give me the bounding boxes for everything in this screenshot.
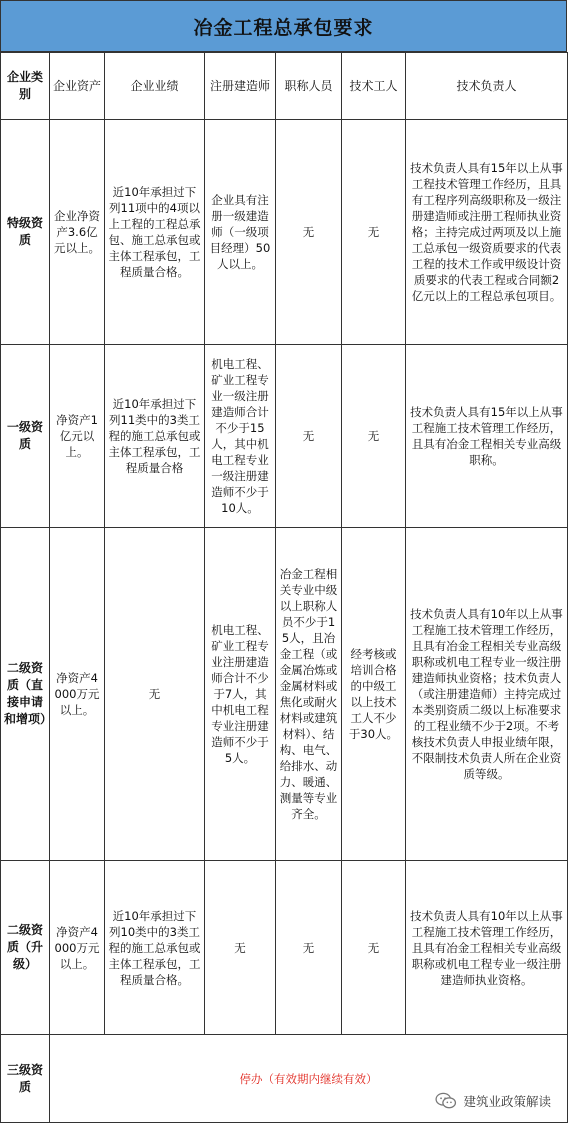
- watermark-text: 建筑业政策解读: [463, 1094, 551, 1109]
- row-category: 特级资质: [1, 120, 50, 345]
- row-tech-lead: 技术负责人具有15年以上从事工程施工技术管理工作经历，且具有冶金工程相关专业高级职称。: [406, 345, 568, 528]
- row-titled-staff: 无: [276, 120, 342, 345]
- row-workers: 无: [342, 861, 406, 1035]
- row-titled-staff: 无: [276, 345, 342, 528]
- row-category: 二级资质（直接申请和增项）: [1, 528, 50, 861]
- row-titled-staff: 无: [276, 861, 342, 1035]
- row-performance: 近10年承担过下列11项中的4项以上工程的工程总承包、施工总承包或主体工程承包，工程质量合格。: [105, 120, 205, 345]
- row-tech-lead: 技术负责人具有10年以上从事工程施工技术管理工作经历，且具有冶金工程相关专业高级职称或机电工程专业一级注册建造师执业资格；技术负责人（或注册建造师）主持完成过本类别资质二级以上标准要求的工程业绩不少于2项。不考核技术负责人申报业绩年限，不限制技术负责人所在企业资质等级。: [406, 528, 568, 861]
- table-row: [1, 528, 568, 861]
- row-assets: 企业净资产3.6亿元以上。: [50, 120, 105, 345]
- header-constructor: 注册建造师: [205, 53, 276, 120]
- row-constructor: 机电工程、矿业工程专业一级注册建造师合计不少于15人，其中机电工程专业一级注册建造师不少于10人。: [205, 345, 276, 528]
- requirements-table: [0, 52, 568, 1123]
- row-assets: 净资产4000万元以上。: [50, 528, 105, 861]
- suspended-note: 停办（有效期内继续有效）: [239, 1071, 378, 1086]
- row-category: 二级资质（升级）: [1, 861, 50, 1035]
- header-assets: 企业资产: [50, 53, 105, 120]
- page-title: 冶金工程总承包要求: [0, 0, 567, 52]
- row-constructor: 机电工程、矿业工程专业注册建造师合计不少于7人，其中机电工程专业注册建造师不少于5人。: [205, 528, 276, 861]
- row-tech-lead: 技术负责人具有10年以上从事工程施工技术管理工作经历，且具有冶金工程相关专业高级职称或机电工程专业一级注册建造师执业资格。: [406, 861, 568, 1035]
- row-workers: 经考核或培训合格的中级工以上技术工人不少于30人。: [342, 528, 406, 861]
- header-row: [1, 53, 568, 120]
- row-tech-lead: 技术负责人具有15年以上从事工程技术管理工作经历，且具有工程序列高级职称及一级注册建造师或注册工程师执业资格；主持完成过两项及以上施工总承包一级资质要求的代表工程的技术工作或甲级设计资质要求的代表工程或合同额2亿元以上的工程总承包项目。: [406, 120, 568, 345]
- table-row: [1, 120, 568, 345]
- row-constructor: 企业具有注册一级建造师（一级项目经理）50人以上。: [205, 120, 276, 345]
- row-performance: 无: [105, 528, 205, 861]
- row-category: 三级资质: [1, 1035, 50, 1123]
- row-assets: 净资产4000万元以上。: [50, 861, 105, 1035]
- header-performance: 企业业绩: [105, 53, 205, 120]
- watermark: [435, 1092, 551, 1110]
- row-workers: 无: [342, 120, 406, 345]
- header-tech-lead: 技术负责人: [406, 53, 568, 120]
- header-titled-staff: 职称人员: [276, 53, 342, 120]
- row-assets: 净资产1亿元以上。: [50, 345, 105, 528]
- row-constructor: 无: [205, 861, 276, 1035]
- table-row: [1, 861, 568, 1035]
- header-category: 企业类别: [1, 53, 50, 120]
- header-workers: 技术工人: [342, 53, 406, 120]
- row-workers: 无: [342, 345, 406, 528]
- row-performance: 近10年承担过下列10类中的3类工程的施工总承包或主体工程承包，工程质量合格。: [105, 861, 205, 1035]
- row-performance: 近10年承担过下列11类中的3类工程的施工总承包或主体工程承包，工程质量合格: [105, 345, 205, 528]
- row-category: 一级资质: [1, 345, 50, 528]
- wechat-icon: [435, 1092, 457, 1110]
- row-titled-staff: 冶金工程相关专业中级以上职称人员不少于15人，且冶金工程（或金属冶炼或金属材料或焦化或耐火材料或建筑材料）、结构、电气、给排水、动力、暖通、测量等专业齐全。: [276, 528, 342, 861]
- table-row: [1, 345, 568, 528]
